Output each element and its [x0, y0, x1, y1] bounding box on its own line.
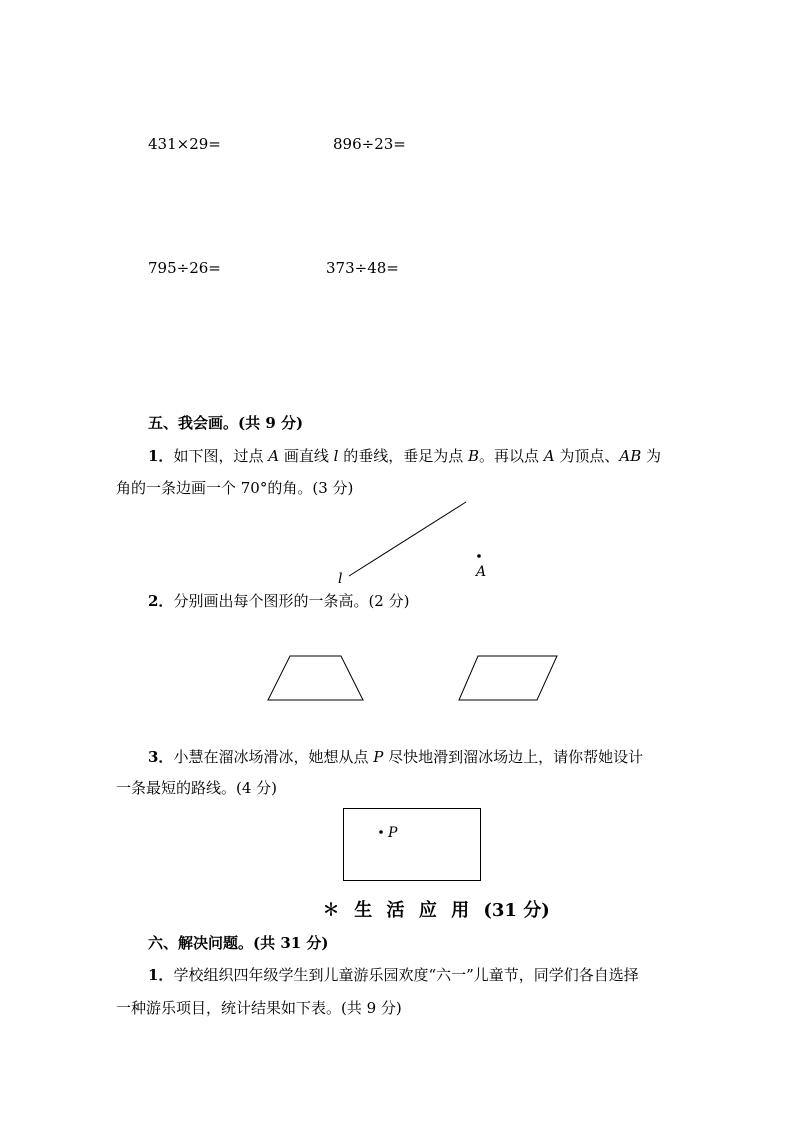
q1-line2: 角的一条边画一个 70°的角。(3 分)	[116, 479, 354, 497]
q1-text-e: 为顶点、	[554, 447, 620, 465]
q1-point-a: A	[268, 447, 280, 465]
q1-text-b: 画直线	[279, 447, 334, 465]
s6-q1-text: 学校组织四年级学生到儿童游乐园欢度“六一”儿童节，同学们各自选择	[173, 966, 639, 984]
q3-point-p: P	[373, 748, 384, 766]
q1-seg-ab: AB	[619, 447, 642, 465]
q1-point-b: B	[467, 447, 479, 465]
q1-line-l: l	[333, 447, 339, 465]
q3-number: 3．	[148, 748, 174, 766]
calc-3: 795÷26=	[148, 259, 221, 277]
label-l: l	[338, 571, 343, 587]
calc-2: 896÷23=	[333, 135, 406, 153]
s6-q1-number: 1．	[148, 966, 174, 984]
rink-rectangle	[344, 809, 481, 881]
point-p-dot	[379, 830, 383, 834]
banner-title: 生 活 应 用	[354, 900, 474, 921]
q1-text-a: 如下图，过点	[173, 447, 269, 465]
q1-text-f: 为	[641, 447, 662, 465]
q2-text: 分别画出每个图形的一条高。(2 分)	[173, 592, 410, 610]
q1-number: 1．	[148, 447, 174, 465]
q3-text-b: 尽快地滑到溜冰场边上，请你帮她设计	[383, 748, 644, 766]
q3-line2: 一条最短的路线。(4 分)	[116, 779, 278, 797]
flower-icon: ✽	[322, 900, 344, 921]
s6-q1-line2: 一种游乐项目，统计结果如下表。(共 9 分)	[116, 999, 402, 1017]
calc-4: 373÷48=	[326, 259, 399, 277]
q3-text-a: 小慧在溜冰场滑冰，她想从点	[173, 748, 374, 766]
calc-1: 431×29=	[148, 135, 221, 153]
s6-q1-line1	[148, 965, 639, 985]
section-banner	[322, 896, 550, 922]
label-p: P	[388, 825, 398, 841]
q1-text-c: 的垂线，垂足为点	[338, 447, 468, 465]
banner-score: (31 分)	[483, 900, 550, 921]
q1-text-d: 。再以点	[479, 447, 544, 465]
label-a: A	[476, 564, 487, 580]
section5-title: 五、我会画。(共 9 分)	[148, 414, 304, 432]
q2-number: 2．	[148, 592, 174, 610]
q1-point-a2: A	[543, 447, 555, 465]
section6-title: 六、解决问题。(共 31 分)	[148, 934, 329, 952]
